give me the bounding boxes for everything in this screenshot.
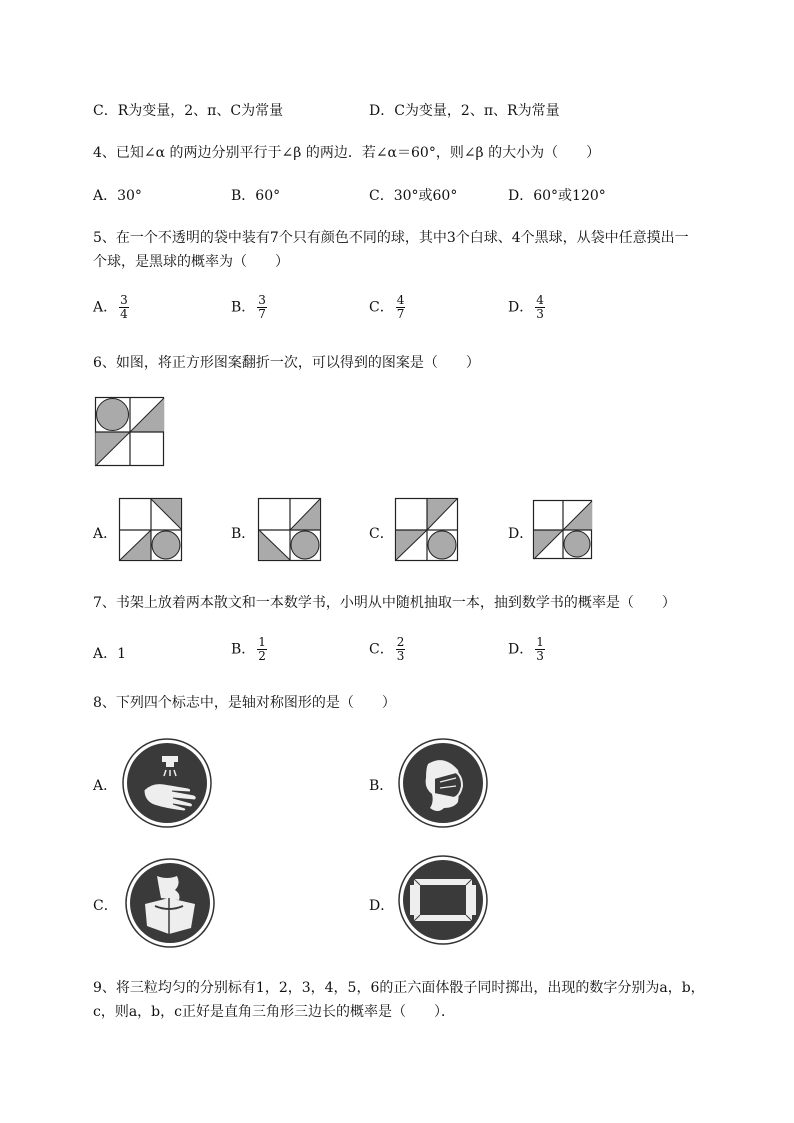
q8-option-c-label: C．	[93, 898, 118, 914]
fraction-numerator: 3	[258, 293, 266, 307]
q5-option-d-fraction	[535, 294, 545, 321]
fraction-denominator: 2	[258, 649, 266, 663]
fraction-numerator: 4	[536, 293, 544, 307]
q4-option-a: A．30°	[93, 188, 142, 204]
q5-option-a	[93, 294, 129, 321]
tissue-box-sign-icon	[125, 858, 215, 948]
fraction-numerator: 2	[396, 635, 405, 649]
q9-stem-line1: 9、将三粒均匀的分别标有1，2，3，4，5，6的正六面体骰子同时掷出，出现的数字分别为a，b，	[93, 980, 705, 996]
q6-option-d-label: D．	[508, 526, 534, 542]
q6-option-d-pattern	[533, 500, 593, 560]
q6-option-b-label: B．	[231, 526, 256, 542]
q7-option-b-fraction	[257, 636, 267, 663]
q6-stem: 6、如图，将正方形图案翻折一次，可以得到的图案是（ ）	[93, 355, 480, 371]
q5-option-d-label: D．	[508, 299, 534, 316]
q5-stem-line2: 个球，是黑球的概率为（ ）	[93, 254, 289, 270]
q7-option-d	[508, 636, 545, 663]
q8-stem: 8、下列四个标志中，是轴对称图形的是（ ）	[93, 695, 396, 711]
q5-stem-line1: 5、在一个不透明的袋中装有7个只有颜色不同的球，其中3个白球、4个黑球，从袋中任意摸出一	[93, 230, 689, 246]
q7-option-b	[231, 636, 267, 663]
q6-option-c-pattern	[395, 498, 459, 562]
q5-option-c-label: C．	[369, 299, 394, 316]
q7-stem: 7、书架上放着两本散文和一本数学书，小明从中随机抽取一本，抽到数学书的概率是（ ）	[93, 595, 676, 611]
q7-option-c	[369, 636, 405, 663]
q6-option-b-pattern	[258, 498, 322, 562]
q5-option-b-fraction	[257, 294, 267, 321]
q5-option-b	[231, 294, 267, 321]
fraction-numerator: 1	[258, 635, 266, 649]
q7-option-c-fraction	[396, 636, 406, 663]
q4-option-b: B．60°	[231, 188, 281, 204]
fraction-numerator: 3	[120, 293, 128, 307]
q3-option-d: D．C为变量，2、π、R为常量	[369, 103, 560, 119]
q7-option-a: A．1	[93, 646, 127, 662]
q5-option-c	[369, 294, 405, 321]
q6-original-square-pattern	[95, 397, 165, 467]
q8-option-b-label: B．	[369, 778, 394, 794]
q4-option-d: D．60°或120°	[508, 188, 606, 204]
fraction-denominator: 7	[396, 307, 405, 321]
fraction-numerator: 4	[396, 293, 405, 307]
q6-option-a-pattern	[119, 498, 183, 562]
q3-option-c: C．R为变量，2、π、C为常量	[93, 103, 284, 119]
fraction-denominator: 7	[258, 307, 266, 321]
fraction-denominator: 4	[120, 307, 128, 321]
q8-option-a-label: A．	[93, 778, 118, 794]
q5-option-b-label: B．	[231, 299, 256, 316]
q5-option-d	[508, 294, 545, 321]
fraction-denominator: 3	[396, 649, 405, 663]
fraction-denominator: 3	[536, 307, 544, 321]
q9-stem-line2: c，则a，b，c正好是直角三角形三边长的概率是（ ）．	[93, 1004, 455, 1020]
window-frame-sign-icon	[398, 855, 488, 945]
q5-option-c-fraction	[396, 294, 406, 321]
q7-option-d-fraction	[535, 636, 545, 663]
q4-option-c: C．30°或60°	[369, 188, 458, 204]
q7-option-d-label: D．	[508, 641, 534, 658]
face-mask-sign-icon	[398, 738, 488, 828]
q7-option-b-label: B．	[231, 641, 256, 658]
q5-option-a-label: A．	[93, 299, 118, 316]
q5-option-a-fraction	[119, 294, 129, 321]
q6-option-c-label: C．	[369, 526, 394, 542]
q8-option-d-label: D．	[369, 898, 395, 914]
fraction-denominator: 3	[536, 649, 544, 663]
q7-option-c-label: C．	[369, 641, 394, 658]
fraction-numerator: 1	[536, 635, 544, 649]
q6-option-a-label: A．	[93, 526, 118, 542]
hand-washing-sign-icon	[122, 738, 212, 828]
q4-stem: 4、已知∠α 的两边分别平行于∠β 的两边．若∠α＝60°，则∠β 的大小为（ ）	[93, 145, 601, 161]
